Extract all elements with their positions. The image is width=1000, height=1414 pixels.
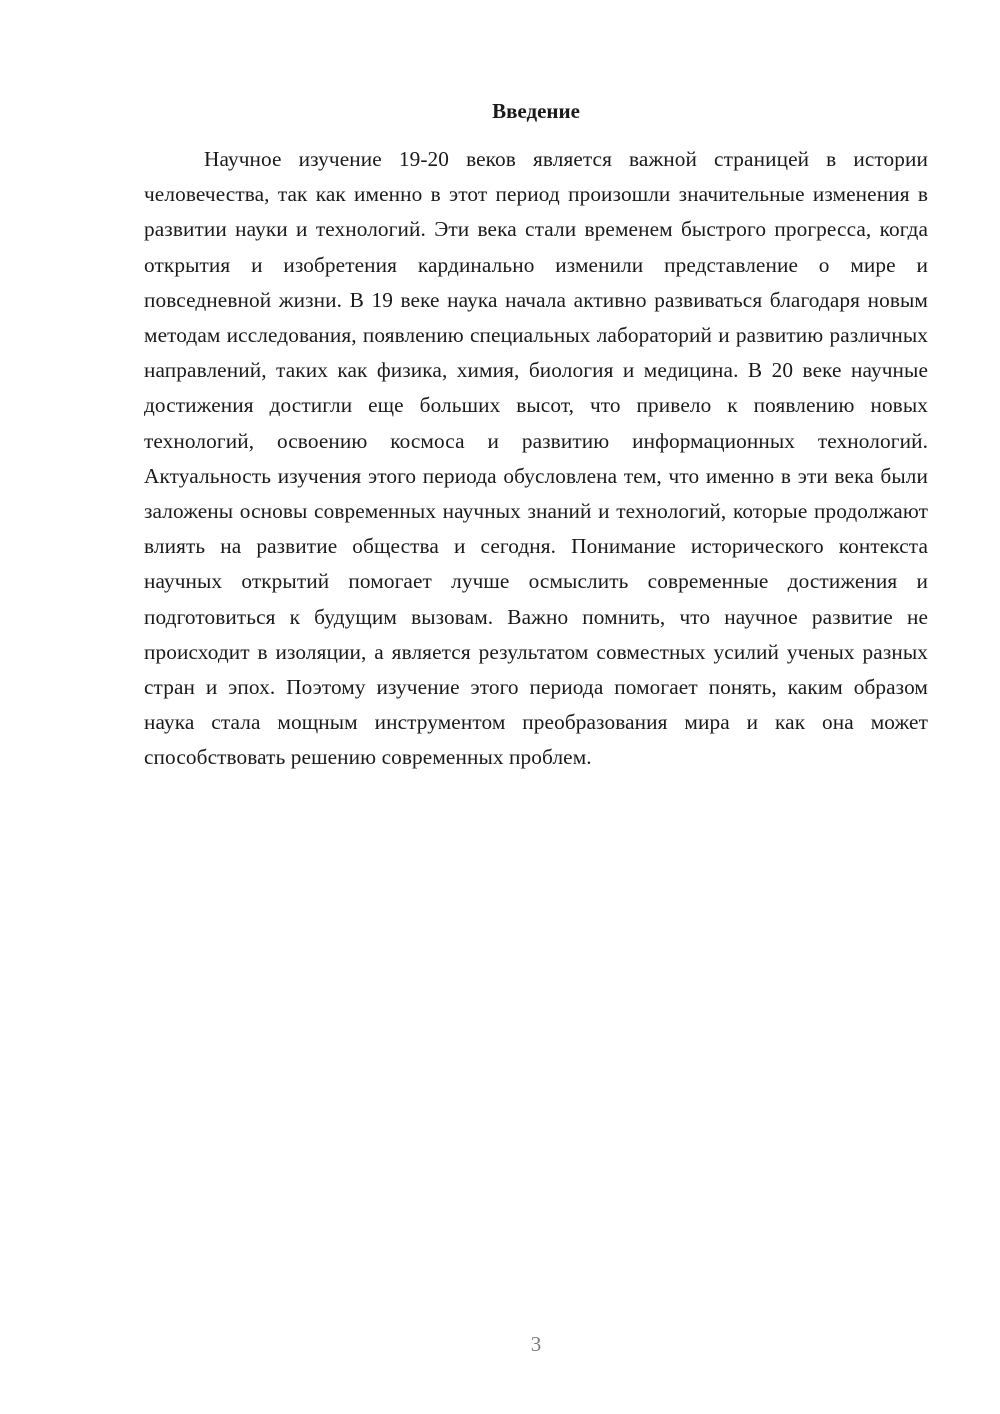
section-heading: Введение: [492, 99, 580, 123]
body-paragraph: Научное изучение 19-20 веков является важной страницей в истории человечества, так как именно в этот период произошли значительные изменения в развитии науки и технологий. Эти века стали временем быстрого прогресса, когда открытия и изобретения кардинально изменили представление о мире и повседневной жизни. В 19 веке наука начала активно развиваться благодаря новым методам исследования, появлению специальных лабораторий и развитию различных направлений, таких как физика, химия, биология и медицина. В 20 веке научные достижения достигли еще больших высот, что привело к появлению новых технологий, освоению космоса и развитию информационных технологий. Актуальность изучения этого периода обусловлена тем, что именно в эти века были заложены основы современных научных знаний и технологий, которые продолжают влиять на развитие общества и сегодня. Понимание исторического контекста научных открытий помогает лучше осмыслить современные достижения и подготовиться к будущим вызовам. Важно помнить, что научное развитие не происходит в изоляции, а является результатом совместных усилий ученых разных стран и эпох. Поэтому изучение этого периода помогает понять, каким образом наука стала мощным инструментом преобразования мира и как она может способствовать решению современных проблем.: [144, 147, 928, 770]
page-number: 3: [530, 1332, 542, 1356]
